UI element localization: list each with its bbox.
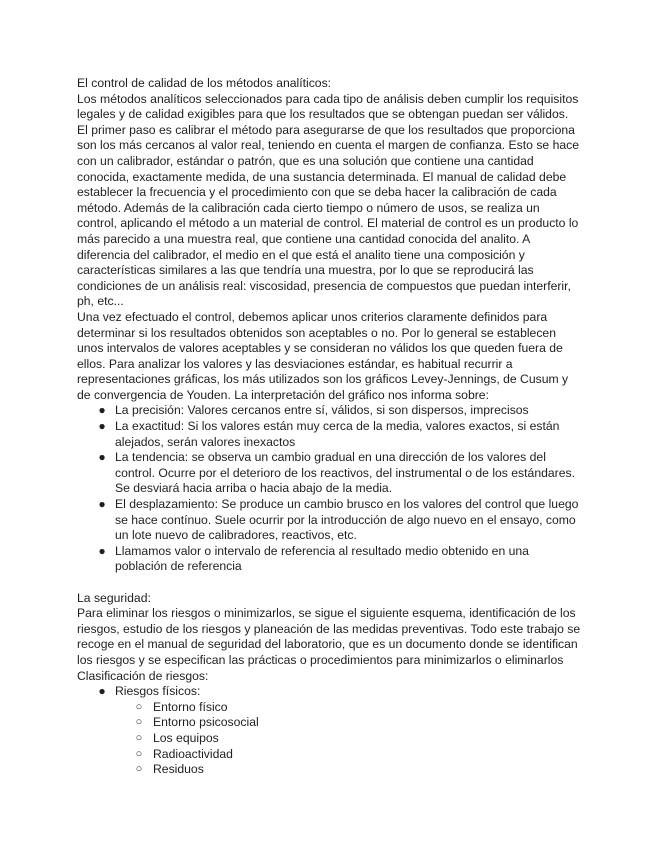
bullet-icon: ● xyxy=(98,543,106,558)
sub-list-item-text: Los equipos xyxy=(153,730,219,745)
risk-classification-label: Clasificación de riesgos: xyxy=(77,668,209,683)
section-heading-quality-control: El control de calidad de los métodos analíticos: xyxy=(77,76,332,90)
quality-control-paragraph: Los métodos analíticos seleccionados para cada tipo de análisis deben cumplir los requisitos legales y de calidad exigibles para que los resultados que se obtengan puedan ser válidos. El primer paso es calibrar el método para asegurarse de que los resultados que proporciona son los más cercanos al valor real, teniendo en cuenta el margen de confianza. Esto se hace con un calibrador, estándar o patrón, que es una solución que contiene una cantidad conocida, exactamente medida, de una sustancia determinada. El manual de calidad debe establecer la frecuencia y el procedimiento con que se deba hacer la calibración de cada método. Además de la calibración cada cierto tiempo o número de usos, se realiza un control, aplicando el método a un material de control. El material de control es un producto lo más parecido a una muestra real, que contiene una cantidad conocida del analito. A diferencia del calibrador, el medio en el que está el analito tiene una composición y características similares a las que tendría una muestra, por lo que se reproducirá las condiciones de un análisis real: viscosidad, presencia de compuestos que puedan interferir, ph, etc... xyxy=(77,91,580,309)
sub-list-item-text: Residuos xyxy=(153,762,204,777)
blank-line xyxy=(77,575,582,591)
list-item xyxy=(77,684,582,778)
list-item xyxy=(77,403,582,419)
hollow-bullet-icon: ○ xyxy=(135,716,143,729)
hollow-bullet-icon: ○ xyxy=(135,747,143,760)
sub-list-item xyxy=(77,747,582,763)
hollow-bullet-icon: ○ xyxy=(135,731,143,744)
sub-list-item-text: Entorno físico xyxy=(153,699,228,714)
risk-list xyxy=(77,684,582,778)
list-item-text: La tendencia: se observa un cambio gradual en una dirección de los valores del control. Ocurre por el deterioro de los reactivos, del instrumental o de los estándares. Se desviará hacia arriba o hacia abajo de la media. xyxy=(115,450,575,496)
sub-list-item xyxy=(77,762,582,778)
section-heading-safety: La seguridad: xyxy=(77,590,151,605)
list-item xyxy=(77,544,582,575)
safety-paragraph: Para eliminar los riesgos o minimizarlos, se sigue el siguiente esquema, identificación de los riesgos, estudio de los riesgos y planeación de las medidas preventivas. Todo este trabajo se recoge en el manual de seguridad del laboratorio, que es un documento donde se identifican los riesgos y se especifican las prácticas o procedimientos para minimizarlos o eliminarlos xyxy=(77,606,581,667)
document-page xyxy=(77,76,582,778)
bullet-icon: ● xyxy=(98,684,106,699)
bullet-icon: ● xyxy=(98,403,106,418)
bullet-icon: ● xyxy=(98,450,106,465)
sub-list-item-text: Entorno psicosocial xyxy=(153,715,259,730)
physical-risk-sublist xyxy=(77,700,582,778)
sub-list-item xyxy=(77,731,582,747)
hollow-bullet-icon: ○ xyxy=(135,700,143,713)
list-item-text: El desplazamiento: Se produce un cambio brusco en los valores del control que luego se hace contínuo. Suele ocurrir por la introducción de algo nuevo en el ensayo, como un lote nuevo de calibradores, reactivos, etc. xyxy=(115,497,579,543)
bullet-icon: ● xyxy=(98,419,106,434)
control-criteria-paragraph: Una vez efectuado el control, debemos aplicar unos criterios claramente definidos para determinar si los resultados obtenidos son aceptables o no. Por lo general se establecen unos intervalos de valores aceptables y se consideran no válidos los que queden fuera de ellos. Para analizar los valores y las desviaciones estándar, es habitual recurrir a representaciones gráficas, los más utilizados son los gráficos Levey-Jennings, de Cusum y de convergencia de Youden. La interpretación del gráfico nos informa sobre: xyxy=(77,309,569,402)
list-item xyxy=(77,419,582,450)
list-item xyxy=(77,450,582,497)
list-item-text: La exactitud: Si los valores están muy cerca de la media, valores exactos, si están alejados, serán valores inexactos xyxy=(115,419,560,449)
risk-category-label: Riesgos físicos: xyxy=(115,684,201,699)
bullet-icon: ● xyxy=(98,497,106,512)
graph-interpretation-list xyxy=(77,403,582,575)
list-item xyxy=(77,497,582,544)
sub-list-item xyxy=(77,700,582,716)
list-item-text: Llamamos valor o intervalo de referencia al resultado medio obtenido en una población de referencia xyxy=(115,543,529,574)
sub-list-item xyxy=(77,715,582,731)
list-item-text: La precisión: Valores cercanos entre sí, válidos, si son dispersos, imprecisos xyxy=(115,403,529,418)
hollow-bullet-icon: ○ xyxy=(135,763,143,776)
sub-list-item-text: Radioactividad xyxy=(153,746,233,761)
